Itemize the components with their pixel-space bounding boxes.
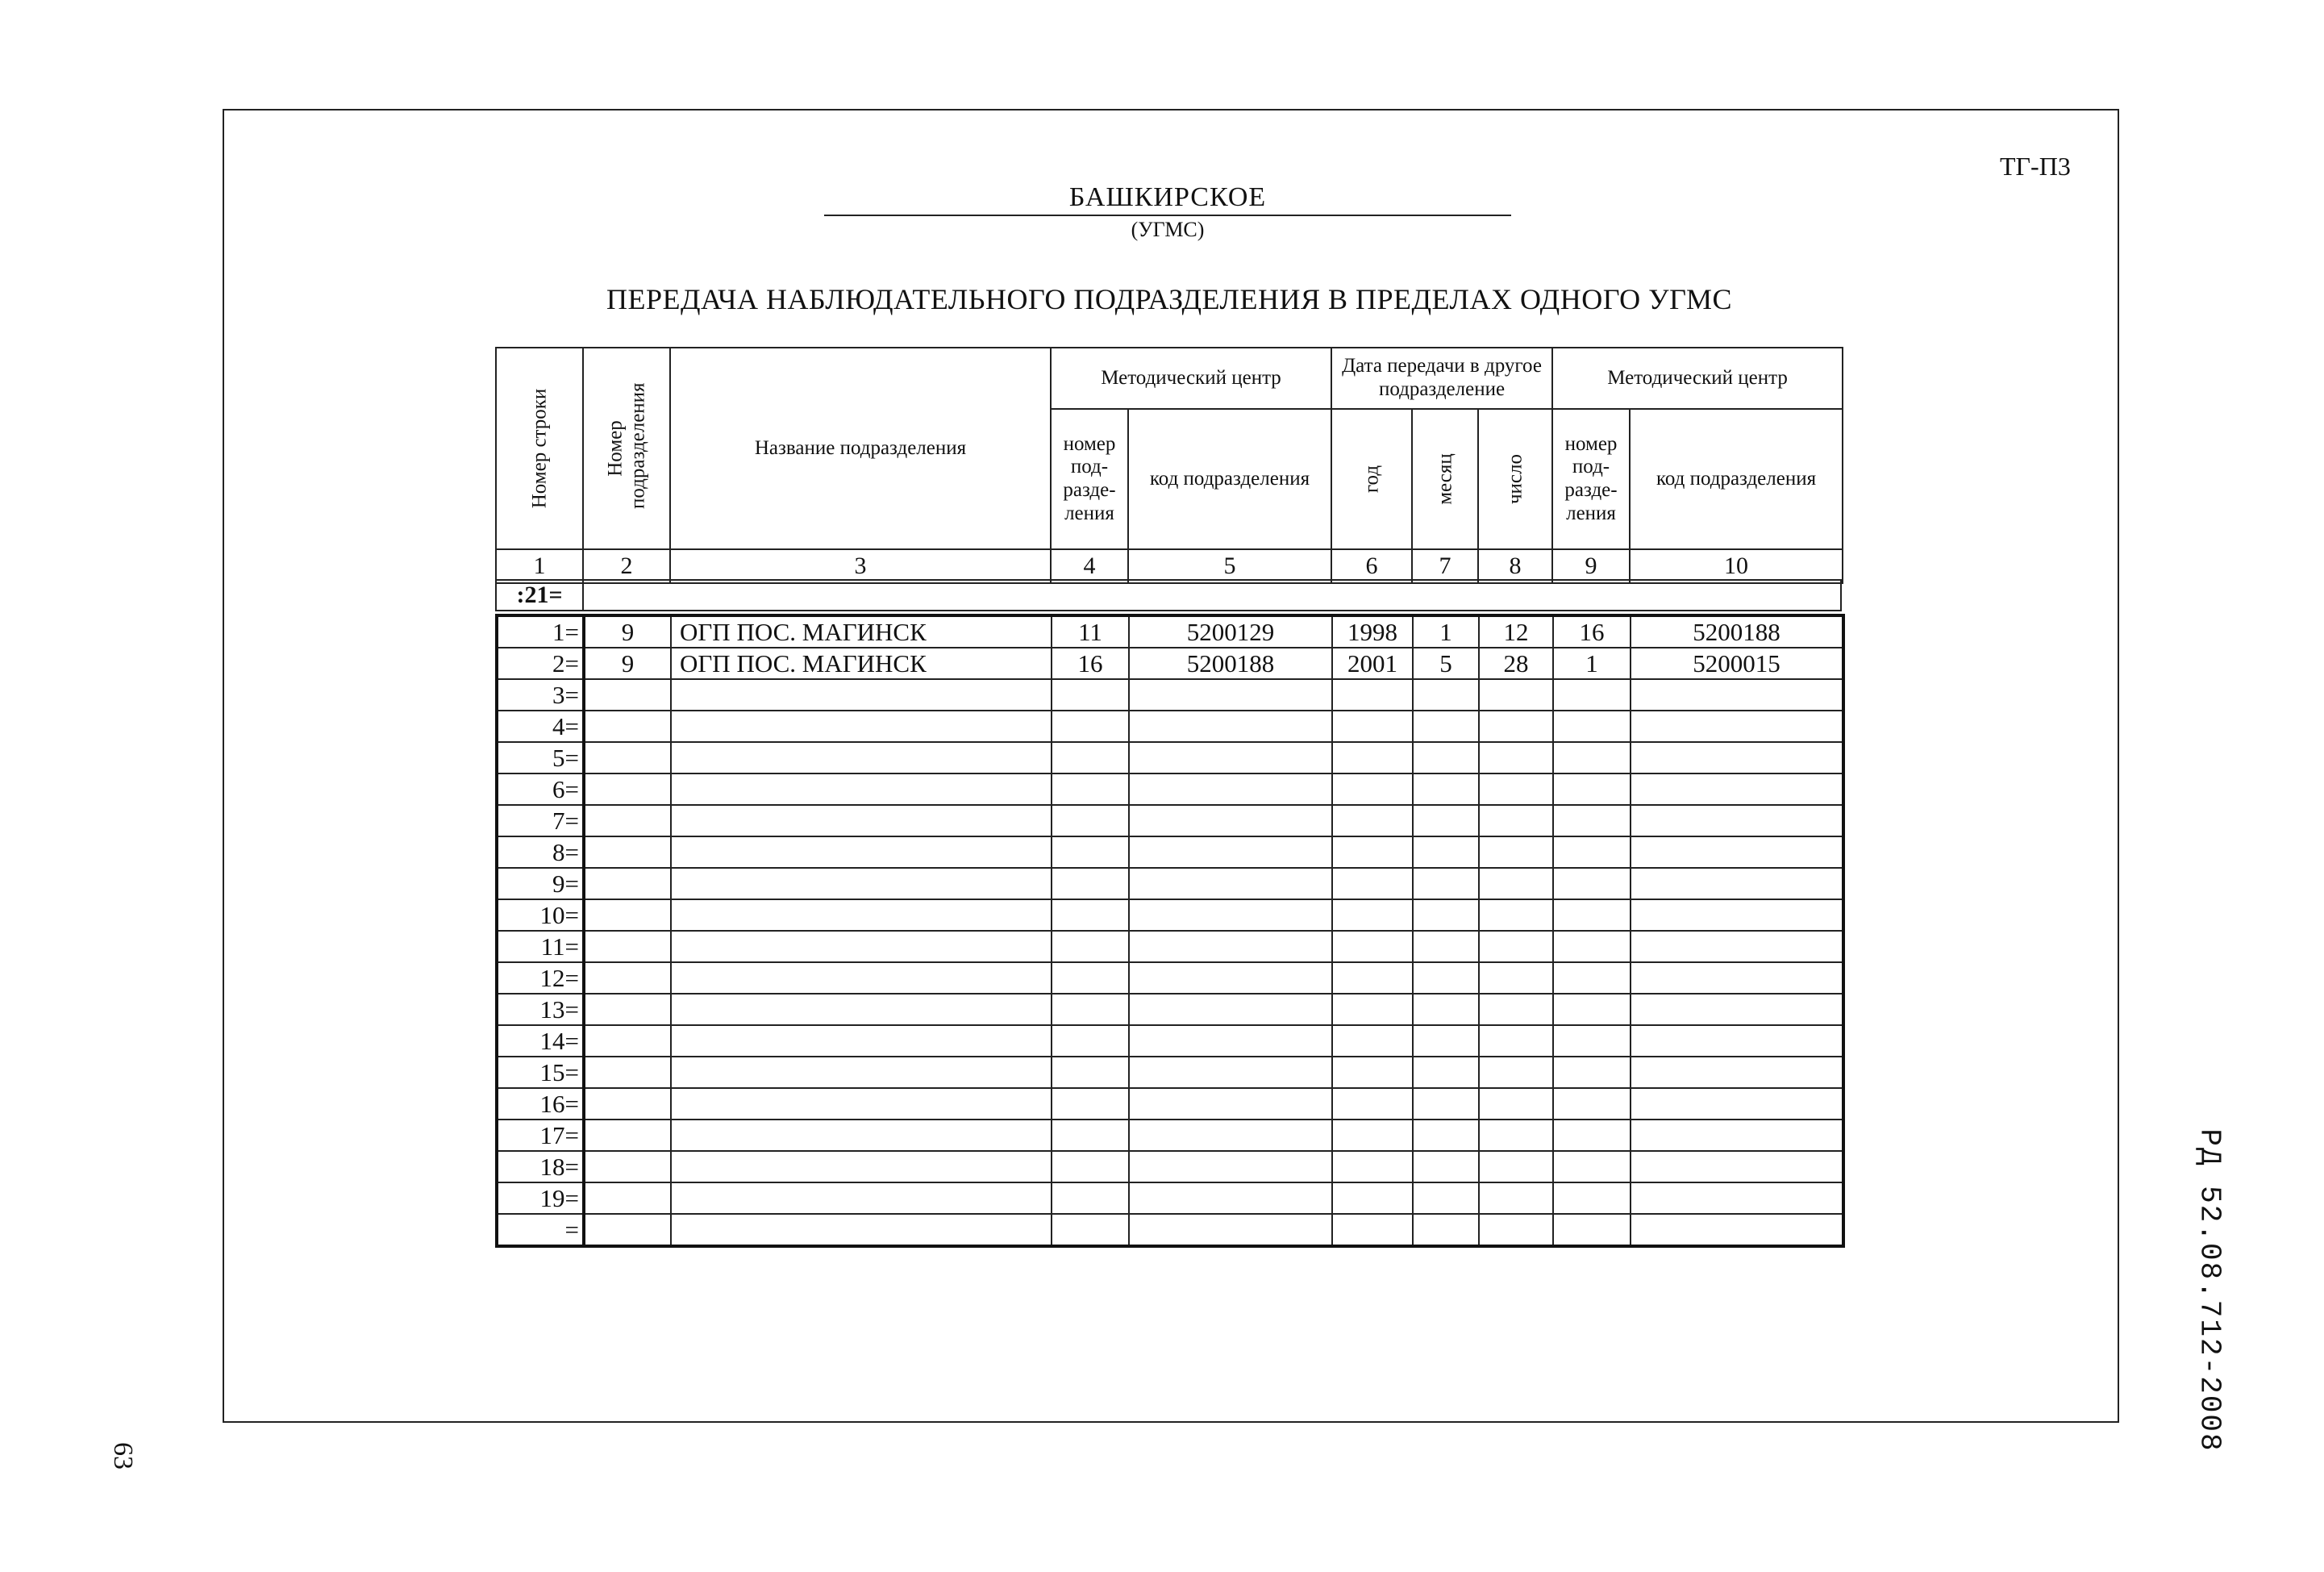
cell-month xyxy=(1413,1088,1479,1120)
document-title: ПЕРЕДАЧА НАБЛЮДАТЕЛЬНОГО ПОДРАЗДЕЛЕНИЯ В ПРЕДЕЛАХ ОДНОГО УГМС xyxy=(606,283,1732,315)
header-unit-number: Номер подразделения xyxy=(583,348,670,549)
table-row xyxy=(497,711,1843,742)
cell-unit-name xyxy=(671,679,1052,711)
cell-mc1-unit-number xyxy=(1052,1057,1129,1088)
cell-mc2-unit-code xyxy=(1631,962,1843,994)
cell-mc1-unit-number xyxy=(1052,711,1129,742)
cell-year xyxy=(1332,679,1413,711)
org-sublabel: (УГМС) xyxy=(1131,218,1205,241)
cell-row-number: 5= xyxy=(497,742,584,773)
cell-month xyxy=(1413,1120,1479,1151)
cell-year xyxy=(1332,742,1413,773)
header-day: число xyxy=(1478,409,1552,549)
cell-mc1-unit-code xyxy=(1129,1057,1332,1088)
cell-unit-name xyxy=(671,1214,1052,1246)
cell-mc1-unit-code: 5200129 xyxy=(1129,615,1332,648)
cell-day xyxy=(1479,1057,1553,1088)
cell-mc2-unit-number: 1 xyxy=(1553,648,1631,679)
cell-mc2-unit-number xyxy=(1553,1182,1631,1214)
cell-year xyxy=(1332,994,1413,1025)
cell-mc2-unit-number xyxy=(1553,711,1631,742)
cell-unit-name xyxy=(671,962,1052,994)
cell-unit-name xyxy=(671,1120,1052,1151)
data-table xyxy=(495,614,1845,1248)
cell-unit-number: 9 xyxy=(584,648,671,679)
cell-day xyxy=(1479,1182,1553,1214)
column-number: 10 xyxy=(1630,549,1843,583)
cell-unit-number xyxy=(584,899,671,931)
table-row xyxy=(497,648,1843,679)
cell-year xyxy=(1332,805,1413,836)
cell-year xyxy=(1332,1151,1413,1182)
table-row xyxy=(497,773,1843,805)
cell-year xyxy=(1332,931,1413,962)
cell-mc2-unit-number xyxy=(1553,962,1631,994)
cell-year: 2001 xyxy=(1332,648,1413,679)
org-name-underline xyxy=(824,215,1511,216)
header-year: год xyxy=(1331,409,1412,549)
cell-year xyxy=(1332,899,1413,931)
cell-mc2-unit-code xyxy=(1631,773,1843,805)
cell-unit-name xyxy=(671,1182,1052,1214)
column-number: 1 xyxy=(496,549,583,583)
cell-unit-number xyxy=(584,1182,671,1214)
cell-day xyxy=(1479,1025,1553,1057)
header-mc1-unit-code: код подразделения xyxy=(1128,409,1331,549)
cell-mc1-unit-code xyxy=(1129,1214,1332,1246)
cell-mc1-unit-number xyxy=(1052,836,1129,868)
cell-year xyxy=(1332,868,1413,899)
cell-unit-name xyxy=(671,773,1052,805)
cell-mc2-unit-code xyxy=(1631,836,1843,868)
cell-mc2-unit-code xyxy=(1631,1120,1843,1151)
header-method-center-2: Методический центр xyxy=(1552,348,1843,409)
cell-mc1-unit-number xyxy=(1052,679,1129,711)
cell-unit-name xyxy=(671,868,1052,899)
cell-month xyxy=(1413,994,1479,1025)
cell-month xyxy=(1413,1025,1479,1057)
cell-row-number: 16= xyxy=(497,1088,584,1120)
cell-row-number: 17= xyxy=(497,1120,584,1151)
cell-mc1-unit-number xyxy=(1052,931,1129,962)
cell-year xyxy=(1332,1057,1413,1088)
cell-mc2-unit-code xyxy=(1631,679,1843,711)
cell-unit-number xyxy=(584,742,671,773)
cell-row-number: 10= xyxy=(497,899,584,931)
cell-mc1-unit-number xyxy=(1052,994,1129,1025)
cell-mc2-unit-code xyxy=(1631,1025,1843,1057)
group-blank-cell xyxy=(582,579,1842,611)
cell-mc2-unit-number xyxy=(1553,773,1631,805)
cell-mc2-unit-number xyxy=(1553,679,1631,711)
header-method-center-1: Методический центр xyxy=(1051,348,1331,409)
cell-mc2-unit-code xyxy=(1631,868,1843,899)
cell-mc2-unit-code xyxy=(1631,931,1843,962)
table-row xyxy=(497,679,1843,711)
table-row xyxy=(497,1025,1843,1057)
cell-unit-number xyxy=(584,868,671,899)
cell-row-number: 11= xyxy=(497,931,584,962)
page-number: 63 xyxy=(108,1442,138,1470)
cell-mc2-unit-code xyxy=(1631,994,1843,1025)
cell-day xyxy=(1479,805,1553,836)
cell-mc1-unit-code xyxy=(1129,1088,1332,1120)
cell-row-number: 9= xyxy=(497,868,584,899)
cell-unit-number xyxy=(584,994,671,1025)
cell-mc1-unit-number xyxy=(1052,1182,1129,1214)
cell-unit-name: ОГП ПОС. МАГИНСК xyxy=(671,648,1052,679)
cell-mc2-unit-number xyxy=(1553,1151,1631,1182)
cell-year xyxy=(1332,1120,1413,1151)
cell-row-number: 8= xyxy=(497,836,584,868)
cell-mc1-unit-number xyxy=(1052,1088,1129,1120)
table-row xyxy=(497,962,1843,994)
cell-row-number: 18= xyxy=(497,1151,584,1182)
cell-mc1-unit-code xyxy=(1129,899,1332,931)
cell-mc1-unit-number xyxy=(1052,1151,1129,1182)
cell-unit-name xyxy=(671,836,1052,868)
header-row-number: Номер строки xyxy=(496,348,583,549)
cell-mc1-unit-code xyxy=(1129,931,1332,962)
table-row xyxy=(497,805,1843,836)
table-row xyxy=(497,1214,1843,1246)
cell-year xyxy=(1332,773,1413,805)
cell-day xyxy=(1479,931,1553,962)
cell-month xyxy=(1413,1151,1479,1182)
cell-row-number: 15= xyxy=(497,1057,584,1088)
cell-mc2-unit-code xyxy=(1631,899,1843,931)
cell-row-number: = xyxy=(497,1214,584,1246)
cell-unit-number xyxy=(584,1214,671,1246)
table-row xyxy=(497,899,1843,931)
cell-mc1-unit-code: 5200188 xyxy=(1129,648,1332,679)
cell-mc2-unit-code xyxy=(1631,1214,1843,1246)
cell-month xyxy=(1413,899,1479,931)
column-number: 6 xyxy=(1331,549,1412,583)
cell-mc2-unit-code xyxy=(1631,711,1843,742)
cell-day xyxy=(1479,836,1553,868)
cell-mc1-unit-code xyxy=(1129,1120,1332,1151)
cell-mc2-unit-number xyxy=(1553,1214,1631,1246)
cell-month xyxy=(1413,836,1479,868)
cell-mc1-unit-code xyxy=(1129,868,1332,899)
cell-unit-name: ОГП ПОС. МАГИНСК xyxy=(671,615,1052,648)
cell-month xyxy=(1413,962,1479,994)
cell-unit-name xyxy=(671,805,1052,836)
cell-mc2-unit-number xyxy=(1553,1120,1631,1151)
cell-unit-number xyxy=(584,1120,671,1151)
cell-unit-name xyxy=(671,931,1052,962)
table-row xyxy=(497,1088,1843,1120)
cell-mc1-unit-code xyxy=(1129,836,1332,868)
header-month: месяц xyxy=(1412,409,1478,549)
cell-mc2-unit-code xyxy=(1631,1182,1843,1214)
cell-mc2-unit-code: 5200015 xyxy=(1631,648,1843,679)
cell-unit-number xyxy=(584,773,671,805)
group-label: :21= xyxy=(495,579,584,611)
cell-mc2-unit-code xyxy=(1631,805,1843,836)
cell-unit-name xyxy=(671,994,1052,1025)
cell-mc2-unit-number xyxy=(1553,899,1631,931)
cell-year xyxy=(1332,1088,1413,1120)
cell-row-number: 12= xyxy=(497,962,584,994)
cell-month xyxy=(1413,868,1479,899)
cell-row-number: 19= xyxy=(497,1182,584,1214)
cell-mc1-unit-code xyxy=(1129,1151,1332,1182)
column-number: 9 xyxy=(1552,549,1630,583)
cell-mc1-unit-code xyxy=(1129,742,1332,773)
header-unit-name: Название подразделения xyxy=(670,348,1051,549)
cell-mc2-unit-code xyxy=(1631,742,1843,773)
cell-mc2-unit-number xyxy=(1553,1088,1631,1120)
cell-day xyxy=(1479,1120,1553,1151)
org-name: БАШКИРСКОЕ xyxy=(1068,182,1267,212)
cell-unit-number xyxy=(584,679,671,711)
cell-mc1-unit-number xyxy=(1052,1214,1129,1246)
cell-mc1-unit-code xyxy=(1129,1025,1332,1057)
cell-mc1-unit-code xyxy=(1129,1182,1332,1214)
table-row xyxy=(497,1151,1843,1182)
table-row xyxy=(497,1120,1843,1151)
cell-mc1-unit-number xyxy=(1052,899,1129,931)
cell-mc2-unit-code xyxy=(1631,1057,1843,1088)
cell-day xyxy=(1479,868,1553,899)
cell-row-number: 14= xyxy=(497,1025,584,1057)
cell-mc1-unit-number xyxy=(1052,1120,1129,1151)
cell-day xyxy=(1479,1214,1553,1246)
cell-day xyxy=(1479,1088,1553,1120)
cell-mc1-unit-code xyxy=(1129,994,1332,1025)
cell-day: 28 xyxy=(1479,648,1553,679)
cell-day: 12 xyxy=(1479,615,1553,648)
table-row xyxy=(497,994,1843,1025)
column-number: 7 xyxy=(1412,549,1478,583)
cell-mc1-unit-number xyxy=(1052,962,1129,994)
cell-unit-name xyxy=(671,711,1052,742)
cell-day xyxy=(1479,742,1553,773)
cell-mc1-unit-number xyxy=(1052,773,1129,805)
cell-mc1-unit-number: 16 xyxy=(1052,648,1129,679)
cell-mc1-unit-code xyxy=(1129,962,1332,994)
cell-unit-number xyxy=(584,1088,671,1120)
cell-mc1-unit-number xyxy=(1052,1025,1129,1057)
cell-row-number: 3= xyxy=(497,679,584,711)
cell-mc2-unit-number xyxy=(1553,1025,1631,1057)
header-mc2-unit-code: код подразделения xyxy=(1630,409,1843,549)
cell-mc1-unit-number: 11 xyxy=(1052,615,1129,648)
column-number: 3 xyxy=(670,549,1051,583)
cell-month: 5 xyxy=(1413,648,1479,679)
cell-unit-name xyxy=(671,1151,1052,1182)
cell-unit-number xyxy=(584,711,671,742)
cell-day xyxy=(1479,962,1553,994)
cell-mc1-unit-number xyxy=(1052,805,1129,836)
cell-mc1-unit-code xyxy=(1129,679,1332,711)
cell-mc2-unit-code xyxy=(1631,1088,1843,1120)
cell-day xyxy=(1479,1151,1553,1182)
cell-mc1-unit-code xyxy=(1129,773,1332,805)
header-transfer-date: Дата передачи в другое подразделение xyxy=(1331,348,1552,409)
table-row xyxy=(497,615,1843,648)
cell-unit-name xyxy=(671,1057,1052,1088)
table-header xyxy=(495,347,1843,584)
cell-row-number: 7= xyxy=(497,805,584,836)
cell-day xyxy=(1479,679,1553,711)
cell-unit-number xyxy=(584,962,671,994)
table-row xyxy=(497,1057,1843,1088)
cell-mc2-unit-number xyxy=(1553,994,1631,1025)
column-number: 2 xyxy=(583,549,670,583)
cell-year xyxy=(1332,1214,1413,1246)
cell-mc2-unit-code xyxy=(1631,1151,1843,1182)
cell-unit-number xyxy=(584,1025,671,1057)
cell-row-number: 6= xyxy=(497,773,584,805)
cell-month xyxy=(1413,711,1479,742)
cell-row-number: 1= xyxy=(497,615,584,648)
cell-unit-name xyxy=(671,742,1052,773)
cell-year xyxy=(1332,962,1413,994)
cell-month xyxy=(1413,805,1479,836)
cell-month xyxy=(1413,1182,1479,1214)
cell-month xyxy=(1413,1214,1479,1246)
form-code: ТГ-П3 xyxy=(2000,152,2071,181)
cell-month xyxy=(1413,773,1479,805)
header-mc1-unit-number: номер под- разде- ления xyxy=(1051,409,1128,549)
column-number: 8 xyxy=(1478,549,1552,583)
cell-mc2-unit-number xyxy=(1553,868,1631,899)
cell-mc1-unit-number xyxy=(1052,742,1129,773)
cell-day xyxy=(1479,711,1553,742)
cell-year: 1998 xyxy=(1332,615,1413,648)
table-row xyxy=(497,836,1843,868)
cell-unit-number xyxy=(584,836,671,868)
cell-mc2-unit-code: 5200188 xyxy=(1631,615,1843,648)
cell-mc2-unit-number xyxy=(1553,1057,1631,1088)
cell-month: 1 xyxy=(1413,615,1479,648)
cell-unit-name xyxy=(671,1025,1052,1057)
cell-mc2-unit-number: 16 xyxy=(1553,615,1631,648)
cell-unit-number xyxy=(584,1057,671,1088)
cell-mc2-unit-number xyxy=(1553,805,1631,836)
cell-month xyxy=(1413,742,1479,773)
cell-mc2-unit-number xyxy=(1553,742,1631,773)
table-row xyxy=(497,1182,1843,1214)
column-number: 4 xyxy=(1051,549,1128,583)
document-number: РД 52.08.712-2008 xyxy=(2193,1128,2226,1453)
cell-day xyxy=(1479,773,1553,805)
cell-year xyxy=(1332,1182,1413,1214)
cell-unit-name xyxy=(671,899,1052,931)
header-mc2-unit-number: номер под- разде- ления xyxy=(1552,409,1630,549)
cell-mc1-unit-code xyxy=(1129,711,1332,742)
cell-unit-number: 9 xyxy=(584,615,671,648)
cell-day xyxy=(1479,899,1553,931)
cell-mc2-unit-number xyxy=(1553,931,1631,962)
cell-month xyxy=(1413,931,1479,962)
cell-row-number: 4= xyxy=(497,711,584,742)
cell-year xyxy=(1332,836,1413,868)
cell-row-number: 13= xyxy=(497,994,584,1025)
cell-mc2-unit-number xyxy=(1553,836,1631,868)
cell-day xyxy=(1479,994,1553,1025)
cell-unit-number xyxy=(584,1151,671,1182)
cell-month xyxy=(1413,679,1479,711)
cell-unit-number xyxy=(584,931,671,962)
cell-mc1-unit-number xyxy=(1052,868,1129,899)
table-row xyxy=(497,742,1843,773)
table-row xyxy=(497,931,1843,962)
cell-unit-number xyxy=(584,805,671,836)
cell-mc1-unit-code xyxy=(1129,805,1332,836)
cell-year xyxy=(1332,711,1413,742)
cell-month xyxy=(1413,1057,1479,1088)
cell-unit-name xyxy=(671,1088,1052,1120)
column-number: 5 xyxy=(1128,549,1331,583)
table-row xyxy=(497,868,1843,899)
cell-year xyxy=(1332,1025,1413,1057)
cell-row-number: 2= xyxy=(497,648,584,679)
